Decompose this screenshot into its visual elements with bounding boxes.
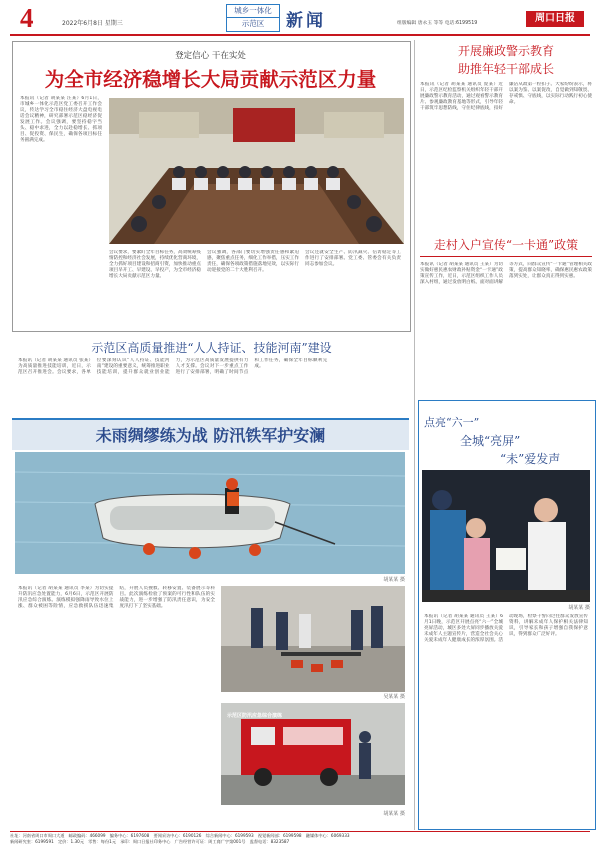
footer-line-1: 社址：河南省周口市周口大道 邮政编码：466099 编务中心：6197608 要闻采访中心：6190126 综合新闻中心：6199593 视觉新闻部：6199598 融媒体中心：6069333: [10, 833, 350, 838]
talents-title: 示范区高质量推进“人人持证、技能河南”建设: [91, 341, 332, 355]
meeting-scene: [109, 98, 404, 244]
children-photo: [422, 470, 590, 602]
lead-body-4: 会议还就安全生产、防汛减灾、信访稳定等工作进行了安排部署。党工委、管委会有关负责同志参加会议。: [305, 250, 401, 267]
clean-title-2: 助推年轻干部成长: [457, 62, 554, 76]
children-kicker: 点亮“六一”: [424, 416, 480, 429]
footer-line-2: 新闻研究室：6199591 定价：1.30元 零售：每份1元 承印：周口日报社印务中心 广告经营许可证：周工商广字第001号 监督电话：8323587: [10, 839, 290, 844]
header-rule: [10, 34, 590, 36]
date-line: 2022年6月8日 星期三: [62, 20, 123, 27]
card-policy-body: 本报讯（记者 胡某某 通讯员 王某）为切实做好惠民惠农财政补贴资金“一卡通”政策宣传工作，近日，示范区组织工作人员深入村组，通过发放明白纸、面对面讲解等方式，向群众宣传“一卡通”管理相关政策，提高群众知晓率，确保惠民惠农政策落到实处，让群众真正得到实惠。: [420, 262, 592, 285]
children-body: 本报讯（记者 胡某某 通讯员 王某）6月1日晚，示范区开展点亮“六一”全城亮屏活动，城区多处大屏同步播放关爱未成年人主题宣传片，营造全社会关心关爱未成年人健康成长的浓厚氛围。活动现场，检察干警向过往群众发放宣传资料，讲解未成年人保护相关法律知识，引导家长和孩子增强自我保护意识，得到群众广泛好评。: [424, 614, 588, 643]
page-number: 4: [20, 3, 34, 33]
right-column-divider: [414, 40, 415, 830]
rescue-boat-scene: [15, 452, 405, 574]
lead-body-2: 会议要求，要紧盯全年目标任务，高效统筹疫情防控和经济社会发展，持续优化营商环境，全力抓好项目建设和招商引资，加快推动重点项目早开工、早建设、早投产，为全市经济稳增长大局贡献示范区力量。: [109, 250, 201, 279]
children-title-2: “未”爱发声: [500, 452, 561, 466]
lead-body-3: 会议强调，各部门要切实增强责任感和紧迫感，聚焦重点任务，细化工作举措，压实工作责任，确保各项政策措施落地见效，以实际行动迎接党的二十大胜利召开。: [207, 250, 299, 273]
meeting-photo: [109, 98, 404, 244]
column-tag-box: [226, 4, 280, 32]
lead-title: 为全市经济稳增长大局贡献示范区力量: [44, 68, 377, 91]
newspaper-logo: 周口日报: [526, 11, 584, 27]
talents-body: 本报讯（记者 胡某某 通讯员 张某）为高质量推进技能培训，近日，示范区召开推进会。会议要求，各单位要深刻认识“人人持证、技能河南”建设的重要意义，统筹推进职业技能培训，提升群众就业创业能力，为示范区高质量发展提供有力人才支撑。会议对下一步重点工作进行了安排部署，明确了时间节点和工作任务，确保全年目标顺利完成。: [18, 358, 328, 375]
footer-rule: [10, 831, 590, 832]
editor-line: 组版编辑 唐永玉 等等 电话:6199519: [397, 21, 478, 26]
children-title-1: 全城“亮屏”: [460, 434, 521, 448]
children-day-scene: [422, 470, 590, 602]
column-tag-1: 城乡一体化: [227, 5, 279, 18]
vehicle-banner: 示范区防汛应急综合演练: [227, 713, 283, 719]
column-tag-2: 示范区: [241, 19, 265, 28]
drill-title: 未雨绸缪练为战 防汛铁军护安澜: [95, 426, 326, 445]
drill-caption-2: 吴某某 摄: [383, 694, 405, 700]
drill-caption-1: 胡某某 摄: [383, 577, 405, 583]
lead-body-1: 本报讯（记者 胡某某 汪某）6月1日，市城乡一体化示范区党工委召开工作会议，传达学习全市稳住经济大盘电视电话会议精神，研究部署示范区稳经济促发展工作。会议强调，要坚持稳字当头、稳中求进，全力以赴稳增长、抓项目、促投资、保民生，确保各项目标任务圆满完成。: [20, 96, 102, 143]
equipment-photo: [221, 586, 405, 692]
children-photo-caption: 胡某某 摄: [568, 605, 590, 611]
clean-title-1: 开展廉政警示教育: [457, 44, 554, 58]
drill-body: 本报讯（记者 胡某某 通讯员 李某）为切实提升防汛应急处置能力，6月6日，示范区开展防汛应急综合演练。演练模拟强降雨导致水位上涨、群众被困等险情，应急救援队伍迅速集结，开展人员搜救、转移安置、装备展示等科目。此次演练检验了预案的可行性和队伍的实战能力，进一步增强了防汛责任意识，为安全度汛打下了坚实基础。: [18, 586, 215, 609]
lead-kicker: 登定信心 干在实处: [175, 51, 246, 61]
clean-body: 本报讯（记者 胡某某 通讯员 庞某）近日，示范区纪检监察机关组织年轻干部开展廉政警示教育活动，通过观看警示教育片、参观廉政教育基地等形式，引导年轻干部筑牢思想防线，守住纪律底线，扣好廉洁从政第一粒扣子。大家纷纷表示，将以案为鉴、以案促改，自觉做到知敬畏、存戒惧、守底线，以实际行动践行初心使命。: [420, 82, 592, 111]
section-title: 新闻: [286, 11, 326, 31]
card-title-rule: [420, 256, 592, 257]
equipment-scene: [221, 586, 405, 692]
drill-boat-photo: [15, 452, 405, 574]
masthead: [0, 0, 600, 34]
drill-caption-3: 胡某某 摄: [383, 811, 405, 817]
card-policy-title: 走村入户宣传“一卡通”政策: [433, 238, 579, 252]
